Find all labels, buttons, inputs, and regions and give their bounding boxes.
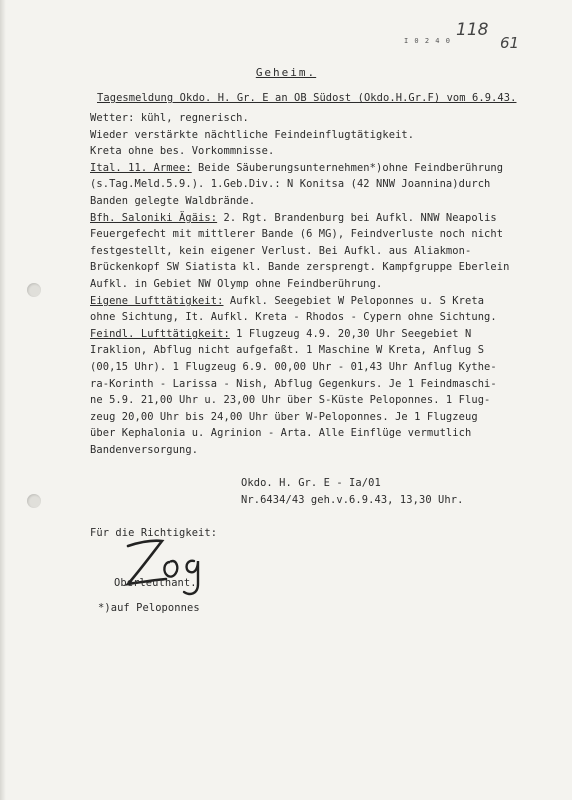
- report-line: [90, 112, 249, 124]
- line-text: 1 Flugzeug 4.9. 20,30 Uhr Seegebiet N: [229, 328, 472, 340]
- report-line: [90, 295, 484, 307]
- report-line: [90, 361, 497, 373]
- report-line: [90, 394, 490, 406]
- section-heading: Feindl. Lufttätigkeit:: [90, 328, 230, 340]
- line-text: Aufkl. Seegebiet W Peloponnes u. S Kreta: [223, 295, 485, 307]
- signature: [118, 532, 214, 602]
- section-heading: Ital. 11. Armee:: [90, 162, 192, 174]
- line-text: festgestellt, kein eigener Verlust. Bei Aufkl. aus Aliakmon-: [90, 245, 472, 257]
- report-line: [90, 344, 484, 356]
- report-line: [90, 245, 471, 257]
- footnote: *)auf Peloponnes: [98, 602, 200, 614]
- section-heading: Bfh. Saloniki Ägäis:: [90, 212, 218, 224]
- report-line: [90, 178, 490, 190]
- report-line: [90, 278, 382, 290]
- line-text: Bandenversorgung.: [90, 444, 199, 456]
- line-text: Feuergefecht mit mittlerer Bande (6 MG), Feindverluste noch nicht: [90, 228, 504, 240]
- line-text: über Kephalonia u. Agrinion - Arta. Alle Einflüge vermutlich: [90, 427, 472, 439]
- line-text: ne 5.9. 21,00 Uhr u. 23,00 Uhr über S-Küste Peloponnes. 1 Flug-: [90, 394, 491, 406]
- report-line: [90, 228, 503, 240]
- sender-line-2: Nr.6434/43 geh.v.6.9.43, 13,30 Uhr.: [241, 494, 464, 506]
- page-edge-shadow: [0, 0, 6, 800]
- report-line: [90, 444, 198, 456]
- report-line: [90, 212, 497, 224]
- section-heading: Eigene Lufttätigkeit:: [90, 295, 224, 307]
- line-text: Brückenkopf SW Siatista kl. Bande zersprengt. Kampfgruppe Eberlein: [90, 261, 510, 273]
- punch-hole-top: [27, 283, 41, 297]
- archive-stamp: I 0 2 4 0: [404, 37, 451, 45]
- report-line: [90, 261, 509, 273]
- report-line: [90, 378, 497, 390]
- report-line: [90, 328, 471, 340]
- punch-hole-bottom: [27, 494, 41, 508]
- line-text: Kreta ohne bes. Vorkommnisse.: [90, 145, 275, 157]
- line-text: (00,15 Uhr). 1 Flugzeug 6.9. 00,00 Uhr - 01,43 Uhr Anflug Kythe-: [90, 361, 497, 373]
- line-text: (s.Tag.Meld.5.9.). 1.Geb.Div.: N Konitsa (42 NNW Joannina)durch: [90, 178, 491, 190]
- line-text: Wieder verstärkte nächtliche Feindeinflugtätigkeit.: [90, 129, 415, 141]
- signatory-rank: Oberleutnant.: [114, 577, 197, 589]
- certification-label: Für die Richtigkeit:: [90, 527, 218, 539]
- line-text: ohne Sichtung, It. Aufkl. Kreta - Rhodos - Cypern ohne Sichtung.: [90, 311, 497, 323]
- line-text: Iraklion, Abflug nicht aufgefaßt. 1 Maschine W Kreta, Anflug S: [90, 344, 485, 356]
- report-line: [90, 162, 503, 174]
- sheet-mark: 61: [500, 34, 520, 52]
- sender-line-1: Okdo. H. Gr. E - Ia/01: [241, 477, 381, 489]
- document-subject: Tagesmeldung Okdo. H. Gr. E an OB Südost (Okdo.H.Gr.F) vom 6.9.43.: [97, 92, 517, 104]
- line-text: 2. Rgt. Brandenburg bei Aufkl. NNW Neapolis: [217, 212, 497, 224]
- report-line: [90, 129, 414, 141]
- document-title: Geheim.: [255, 66, 317, 79]
- line-text: Beide Säuberungsunternehmen*)ohne Feindberührung: [191, 162, 504, 174]
- report-line: [90, 311, 497, 323]
- line-text: zeug 20,00 Uhr bis 24,00 Uhr über W-Peloponnes. Je 1 Flugzeug: [90, 411, 478, 423]
- line-text: Aufkl. in Gebiet NW Olymp ohne Feindberührung.: [90, 278, 383, 290]
- line-text: Banden gelegte Waldbrände.: [90, 195, 256, 207]
- line-text: ra-Korinth - Larissa - Nish, Abflug Gegenkurs. Je 1 Feindmaschi-: [90, 378, 497, 390]
- page-number: 118: [456, 20, 489, 40]
- report-line: [90, 411, 478, 423]
- line-text: Wetter: kühl, regnerisch.: [90, 112, 249, 124]
- report-line: [90, 427, 471, 439]
- report-line: [90, 145, 274, 157]
- report-line: [90, 195, 255, 207]
